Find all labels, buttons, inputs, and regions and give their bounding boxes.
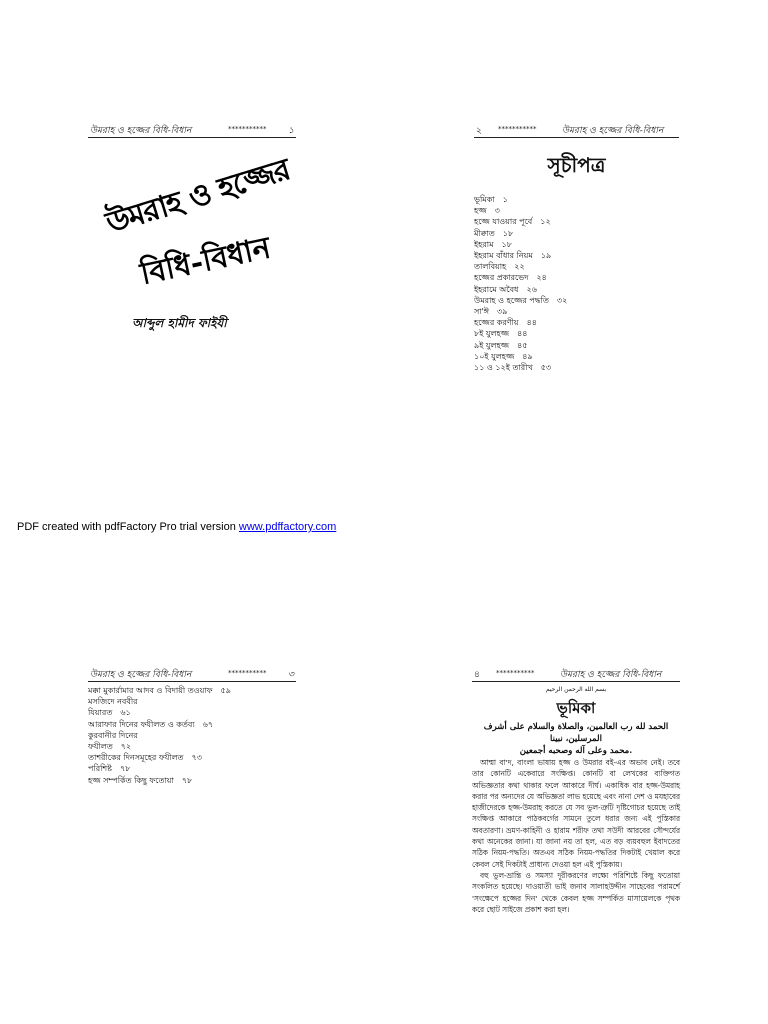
cover-author: আব্দুল হামীদ ফাইযী <box>132 316 227 330</box>
cover-title-line2: বিধি-বিধান <box>137 230 274 293</box>
toc-entry-page: ৩২ <box>556 295 568 305</box>
toc-entry <box>474 351 679 362</box>
toc-entry <box>474 205 679 216</box>
toc-entry-label: ভূমিকা <box>474 195 495 204</box>
toc-entry <box>88 707 296 718</box>
header-stars: *********** <box>228 125 267 133</box>
toc-entry <box>474 284 679 295</box>
toc-entry <box>88 730 296 741</box>
toc-entry-page: ১ <box>502 195 508 204</box>
page-3 <box>88 667 296 786</box>
toc-entry-label: ফযীলত <box>88 742 113 752</box>
toc-entry-page: ৭৮ <box>181 775 193 785</box>
toc-entry-page: ৪৫ <box>517 340 528 350</box>
toc-entry-label: হজ্জের প্রকারভেদ <box>474 273 529 283</box>
header-page-number: ৪ <box>474 670 480 680</box>
toc-entry <box>88 719 296 730</box>
page-2 <box>474 123 679 373</box>
page-4 <box>472 667 680 915</box>
toc-entry-label: ৯ই যুলহজ্জ <box>474 340 510 350</box>
header-title: উমরাহ ও হজ্জের বিধি-বিধান <box>90 126 192 136</box>
toc-list-continued <box>88 685 296 786</box>
toc-entry <box>474 295 679 306</box>
toc-entry-page: ৪৪ <box>526 318 537 328</box>
toc-entry <box>88 752 296 763</box>
toc-entry-label: হজ্জ <box>474 206 487 216</box>
toc-list <box>474 194 679 373</box>
toc-entry-label: হজ্জ সম্পর্কিত কিছু ফতোয়া <box>88 775 174 785</box>
toc-entry-label: ইহরাম বাঁধার নিয়ম <box>474 251 533 261</box>
toc-entry-label: সা'ঈ <box>474 307 490 317</box>
toc-entry <box>474 216 679 227</box>
pdf-note-text: PDF created with pdfFactory Pro trial version <box>17 521 239 533</box>
toc-entry-page: ১৮ <box>501 239 512 249</box>
toc-entry-label: হজ্জের করণীয় <box>474 318 519 328</box>
toc-entry-page: ১৯ <box>540 251 552 261</box>
toc-entry <box>88 696 296 707</box>
toc-entry <box>88 685 296 696</box>
toc-title: সূচীপত্র <box>547 153 606 177</box>
toc-entry-page: ৭৩ <box>191 753 202 763</box>
pdffactory-link[interactable]: www.pdffactory.com <box>238 521 337 533</box>
header-stars: *********** <box>498 125 537 133</box>
toc-entry-label: ইহরাম <box>474 239 494 249</box>
running-header <box>474 123 679 138</box>
toc-entry-page: ৩৯ <box>497 307 508 317</box>
toc-entry <box>474 239 679 250</box>
toc-entry-page: ৩ <box>494 206 500 216</box>
toc-entry-page: ১২ <box>540 217 551 227</box>
arabic-praise-line-2: محمد وعلى آله وصحبه أجمعين. <box>519 746 633 756</box>
toc-entry-label: পরিশিষ্ট <box>88 764 112 774</box>
preface-paragraph-1: আম্মা বা'দ, বাংলা ভাষায় হজ্জ ও উমরার বই-এর অভাব নেই। তবে তার কোনটি একেবারে সংক্ষিপ্ত। কোনটি বা লেখকের ব্যক্তিগত অভিজ্ঞতার কথা থাকার ফলে আকারে দীর্ঘ। একাধিক বার হজ্জ-উমরাহ করার পর অন্যদের যে অভিজ্ঞতা লাভ হয়েছে এবং নানা দেশ ও মযহাবের হাজীদেরকে হজ্জ-উমরাহ করতে যে সব ভুল-ত্রুটি দৃষ্টিগোচর হয়েছে তাই সংক্ষিপ্ত আকারে পাঠকবর্গের সামনে তুলে ধরার জন্য এই পুস্তিকার অবতারণা। ভ্রমণ-কাহিনী ও হারাম শরীফ তথা সউদী আরবের সৌন্দর্যের কথা অনেকের জানা। যা জানা নয় তা হল, এত বড় ব্যয়বহুল ইবাদতের সঠিক নিয়ম-পদ্ধতি। অতএব সঠিক নিয়ম-পদ্ধতির দিকটাই খেয়াল করে কেবল সেই দিকটাই প্রাধান্য দেওয়া হল এই পুস্তিকায়। <box>472 758 680 869</box>
toc-entry-label: তাশরীকের দিনসমূহের ফযীলত <box>88 753 184 763</box>
toc-entry-page: ৭৮ <box>119 764 131 774</box>
preface-paragraph-2: বহু ভুল-ভ্রান্তি ও সমস্যা দূরীকরণের লক্ষ্যে পরিশিষ্টে কিছু ফতোয়া সংকলিত হয়েছে। দাওয়াতী ভাই জনাব সালাহউদ্দীন সাহেবের পরামর্শে 'সংক্ষেপে হজ্জের দিন' থেকে কেবল হজ্জ সম্পর্কিত মাসায়েলকে পৃথক করে ছোট সাইজে প্রকাশ করা হল। <box>472 870 680 914</box>
toc-entry-label: হজ্জে যাওয়ার পূর্বে <box>474 217 533 227</box>
toc-entry-page: ৪৪ <box>517 329 528 339</box>
header-title: উমরাহ ও হজ্জের বিধি-বিধান <box>560 670 662 680</box>
arabic-praise-line-1: الحمد لله رب العالمين، والصلاة والسلام على أشرف المرسلين، نبينا <box>483 722 669 744</box>
toc-entry <box>88 741 296 752</box>
toc-entry <box>474 272 679 283</box>
running-header <box>88 667 296 682</box>
toc-entry-label: ইহরামে অবৈধ <box>474 284 519 294</box>
toc-entry <box>474 306 679 317</box>
toc-entry-label: যিয়ারত <box>88 708 113 718</box>
toc-entry-page: ৪৯ <box>522 351 533 361</box>
header-stars: *********** <box>228 669 267 677</box>
toc-entry-label: মীক্বাত <box>474 228 495 238</box>
running-header <box>472 667 680 682</box>
toc-entry-page: ৭২ <box>120 742 132 752</box>
toc-entry <box>474 317 679 328</box>
header-page-number: ২ <box>476 126 482 136</box>
toc-entry-page: ২৪ <box>536 273 547 283</box>
toc-entry-page: ৫৩ <box>540 363 552 373</box>
toc-entry-page: ৬৭ <box>202 719 214 729</box>
toc-entry <box>474 228 679 239</box>
toc-entry <box>474 261 679 272</box>
toc-entry-page: ১৮ <box>502 228 514 238</box>
toc-entry <box>474 328 679 339</box>
toc-entry-label: তালবিয়াহ <box>474 262 507 272</box>
header-page-number: ১ <box>288 126 294 136</box>
header-title: উমরাহ ও হজ্জের বিধি-বিধান <box>90 670 192 680</box>
header-stars: *********** <box>496 669 535 677</box>
bismillah: بسم الله الرحمن الرحيم <box>545 686 607 693</box>
toc-entry <box>474 250 679 261</box>
toc-entry-label: মসজিদে নববীর <box>88 697 138 707</box>
toc-entry-label: ১১ ও ১২ই তারীখ <box>474 363 533 373</box>
header-title: উমরাহ ও হজ্জের বিধি-বিধান <box>562 126 664 136</box>
toc-entry-page: ৬১ <box>120 708 131 718</box>
toc-entry-page: ২২ <box>514 262 525 272</box>
toc-entry <box>474 362 679 373</box>
toc-entry-label: ১০ই যুলহজ্জ <box>474 351 515 361</box>
cover-title-line1: উমরাহ ও হজ্জের <box>102 152 294 242</box>
toc-entry-label: উমরাহ ও হজ্জের পদ্ধতি <box>474 295 549 305</box>
toc-entry-label: মক্কা মুকার্রামার আদব ও বিদায়ী তওয়াফ <box>88 686 213 695</box>
toc-entry <box>88 775 296 786</box>
running-header <box>88 123 296 138</box>
toc-entry <box>474 340 679 351</box>
header-page-number: ৩ <box>288 670 294 680</box>
toc-entry-page: ২৬ <box>526 284 537 294</box>
toc-entry <box>474 194 679 205</box>
toc-entry-label: ৮ই যুলহজ্জ <box>474 329 510 339</box>
toc-entry-page: ৫৯ <box>220 686 231 695</box>
pdf-creator-note <box>17 521 336 533</box>
toc-entry <box>88 763 296 774</box>
page-1 <box>88 123 296 353</box>
toc-entry-label: আরাফার দিনের ফযীলত ও কর্তব্য <box>88 719 195 729</box>
toc-entry-label: কুরবানীর দিনের <box>88 730 138 740</box>
preface-title: ভূমিকা <box>556 699 596 717</box>
